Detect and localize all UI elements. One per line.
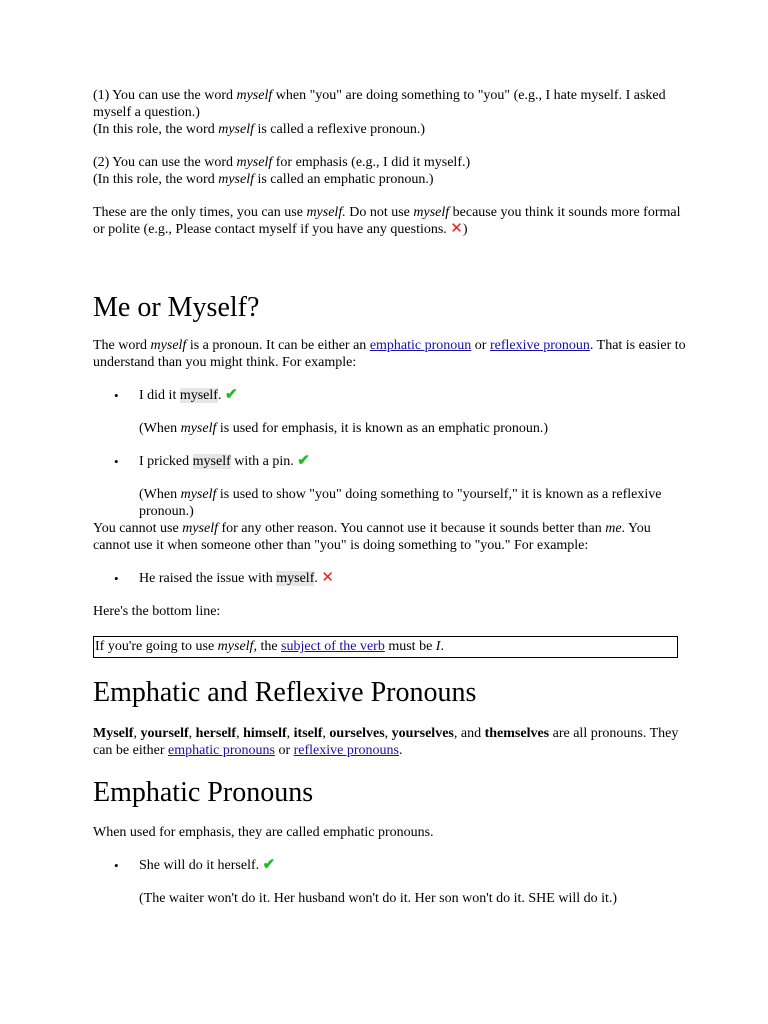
list-item: • I did it myself. ✔ (When myself is used for emphasis, it is known as an emphatic pronoun.) [93,387,688,437]
section2-paragraph: Myself, yourself, herself, himself, itself, ourselves, yourselves, and themselves are all pronouns. They can be either emphatic pronouns or reflexive pronouns. [93,726,679,758]
intro-paragraph-1: (1) You can use the word myself when "you" are doing something to "you" (e.g., I hate myself. I asked myself a question.) (In this role, the word myself is called a reflexive pronoun.) [93,88,666,137]
heading-emphatic-pronouns: Emphatic Pronouns [93,777,314,808]
section3-paragraph: When used for emphasis, they are called emphatic pronouns. [93,825,434,840]
cross-icon: ✕ [450,221,463,237]
intro-paragraph-2: (2) You can use the word myself for emphasis (e.g., I did it myself.) (In this role, the word myself is called an emphatic pronoun.) [93,155,471,187]
link-subject-of-the-verb[interactable]: subject of the verb [281,639,385,654]
section1-paragraph-2: You cannot use myself for any other reason. You cannot use it because it sounds better than me. You cannot use it when someone other than "you" is doing something to "you." For example: [93,521,651,553]
example-list-3 [93,857,688,907]
bullet-icon: • [114,388,119,403]
bullet-icon: • [114,454,119,469]
example-note: (When myself is used to show "you" doing something to "yourself," it is known as a reflexive pronoun.) [139,487,662,519]
bullet-icon: • [114,571,119,586]
heading-emphatic-and-reflexive: Emphatic and Reflexive Pronouns [93,677,477,708]
list-item: • I pricked myself with a pin. ✔ (When myself is used to show "you" doing something to "yourself," it is known as a reflexive pronoun.) [93,453,688,520]
example-list-2 [93,570,688,587]
intro-paragraph-3: These are the only times, you can use myself. Do not use myself because you think it sounds more formal or polite (e.g., Please contact myself if you have any questions. ✕) [93,205,681,237]
example-note: (When myself is used for emphasis, it is known as an emphatic pronoun.) [139,421,549,436]
cross-icon: ✕ [321,570,334,586]
link-emphatic-pronouns[interactable]: emphatic pronouns [168,743,275,758]
list-item: • She will do it herself. ✔ (The waiter won't do it. Her husband won't do it. Her son won't do it. SHE will do it.) [93,857,688,907]
list-item: • He raised the issue with myself. ✕ [114,570,334,586]
check-icon: ✔ [224,387,238,403]
bottom-line-intro: Here's the bottom line: [93,604,221,619]
check-icon: ✔ [262,857,276,873]
heading-me-or-myself: Me or Myself? [93,292,260,323]
link-reflexive-pronoun[interactable]: reflexive pronoun [489,338,590,353]
check-icon: ✔ [297,453,310,469]
example-note: (The waiter won't do it. Her husband won't do it. Her son won't do it. SHE will do it.) [139,891,618,906]
bottom-line-box: If you're going to use myself, the subject of the verb must be I. [93,636,678,658]
section1-paragraph: The word myself is a pronoun. It can be either an emphatic pronoun or reflexive pronoun. That is easier to understand than you might think. For example: [93,338,686,370]
bullet-icon: • [114,858,119,873]
example-list-1 [93,387,688,520]
link-reflexive-pronouns[interactable]: reflexive pronouns [293,743,399,758]
link-emphatic-pronoun[interactable]: emphatic pronoun [369,338,472,353]
